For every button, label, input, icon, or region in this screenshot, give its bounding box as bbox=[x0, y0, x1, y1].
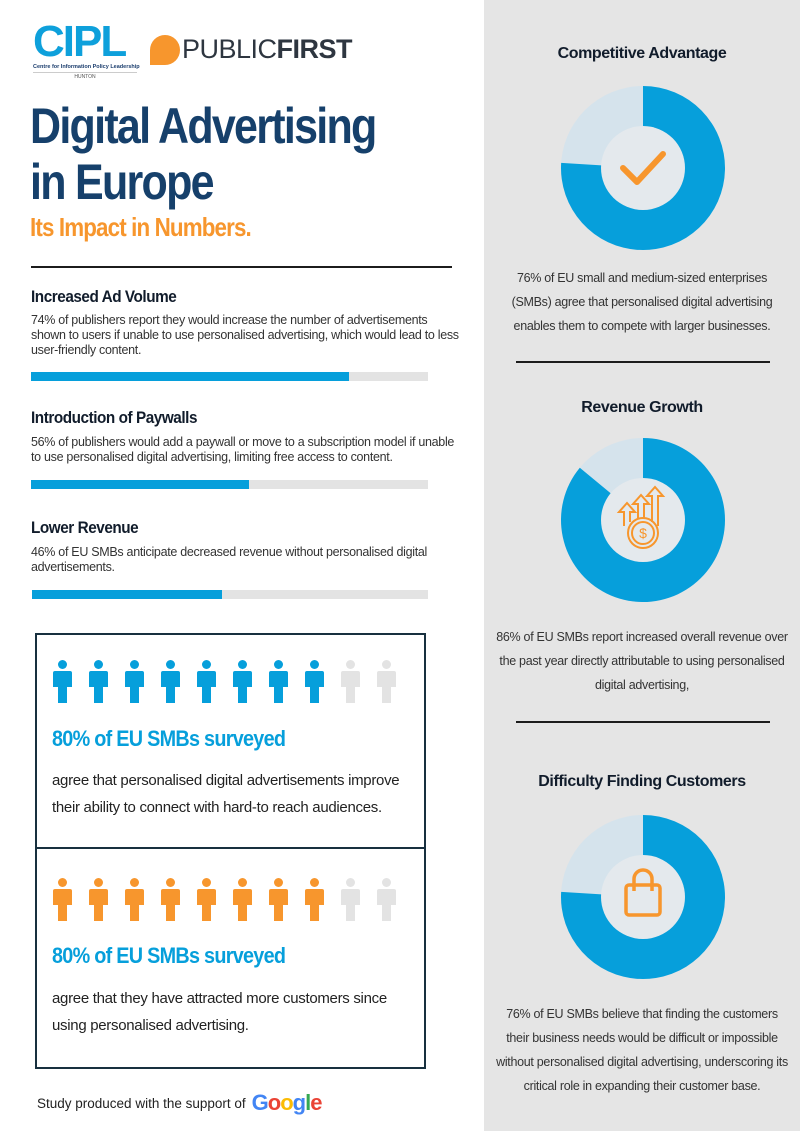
stat-text: agree that they have attracted more customers since using personalised advertising. bbox=[52, 990, 387, 1034]
progress-bar-fill bbox=[31, 480, 249, 489]
progress-bar-fill bbox=[31, 372, 349, 381]
page-title: Digital Advertising in Europe bbox=[30, 98, 376, 210]
progress-bar bbox=[32, 590, 428, 599]
stat-heading: 80% of EU SMBs surveyed bbox=[52, 943, 286, 968]
person-icon bbox=[52, 660, 73, 704]
stat-text: agree that personalised digital advertisements improve their ability to connect with hard-to reach audiences. bbox=[52, 772, 400, 816]
person-icon bbox=[340, 878, 361, 922]
divider bbox=[516, 361, 770, 363]
divider bbox=[35, 847, 426, 849]
svg-text:$: $ bbox=[639, 525, 647, 541]
people-row bbox=[52, 660, 397, 704]
person-icon bbox=[268, 660, 289, 704]
card-title: Revenue Growth bbox=[581, 399, 703, 416]
cipl-logo: CIPL Centre for Information Policy Leadership HUNTON bbox=[33, 17, 140, 80]
people-row bbox=[52, 878, 397, 922]
google-logo: Google bbox=[251, 1090, 322, 1115]
section-title: Lower Revenue bbox=[31, 518, 139, 537]
progress-bar bbox=[31, 480, 428, 489]
section-text: 56% of publishers would add a paywall or move to a subscription model if unable to use personalised digital advertising, limiting free access to content. bbox=[31, 435, 455, 464]
progress-bar bbox=[31, 372, 428, 381]
section-text: 74% of publishers report they would increase the number of advertisements shown to users if unable to use personalised advertising, which would lead to less user-friendly content. bbox=[31, 313, 459, 357]
card-text: 76% of EU SMBs believe that finding the customers their business needs would be difficult or impossible without personalised digital advertising, underscoring its critical role in expanding their customer base. bbox=[496, 1007, 788, 1093]
card-text: 76% of EU small and medium-sized enterprises (SMBs) agree that personalised digital advertising enables them to compete with larger businesses. bbox=[511, 271, 773, 333]
card-title: Difficulty Finding Customers bbox=[538, 773, 746, 790]
donut-chart bbox=[561, 815, 725, 979]
person-icon bbox=[304, 660, 325, 704]
person-icon bbox=[304, 878, 325, 922]
publicfirst-mark-icon bbox=[150, 35, 180, 65]
section-text: 46% of EU SMBs anticipate decreased revenue without personalised digital advertisements. bbox=[31, 545, 428, 574]
card-text: 86% of EU SMBs report increased overall revenue over the past year directly attributable to using personalised digital advertising, bbox=[496, 630, 788, 692]
donut-hole bbox=[601, 855, 685, 939]
person-icon bbox=[268, 878, 289, 922]
person-icon bbox=[124, 878, 145, 922]
donut-chart bbox=[561, 86, 725, 250]
person-icon bbox=[376, 878, 397, 922]
divider bbox=[516, 721, 770, 723]
footer: Study produced with the support of Google bbox=[37, 1090, 322, 1115]
stat-heading: 80% of EU SMBs surveyed bbox=[52, 726, 286, 751]
person-icon bbox=[340, 660, 361, 704]
progress-bar-fill bbox=[32, 590, 222, 599]
person-icon bbox=[376, 660, 397, 704]
divider bbox=[31, 266, 452, 268]
donut-hole bbox=[601, 478, 685, 562]
person-icon bbox=[160, 660, 181, 704]
card-title: Competitive Advantage bbox=[557, 45, 727, 62]
person-icon bbox=[160, 878, 181, 922]
section-title: Increased Ad Volume bbox=[31, 287, 177, 306]
page-subtitle: Its Impact in Numbers. bbox=[30, 212, 251, 242]
person-icon bbox=[88, 878, 109, 922]
person-icon bbox=[196, 878, 217, 922]
person-icon bbox=[196, 660, 217, 704]
section-title: Introduction of Paywalls bbox=[31, 408, 198, 427]
donut-hole bbox=[601, 126, 685, 210]
person-icon bbox=[232, 660, 253, 704]
publicfirst-logo: PUBLICFIRST bbox=[150, 34, 352, 65]
person-icon bbox=[52, 878, 73, 922]
person-icon bbox=[124, 660, 145, 704]
person-icon bbox=[88, 660, 109, 704]
person-icon bbox=[232, 878, 253, 922]
donut-chart bbox=[561, 438, 725, 602]
